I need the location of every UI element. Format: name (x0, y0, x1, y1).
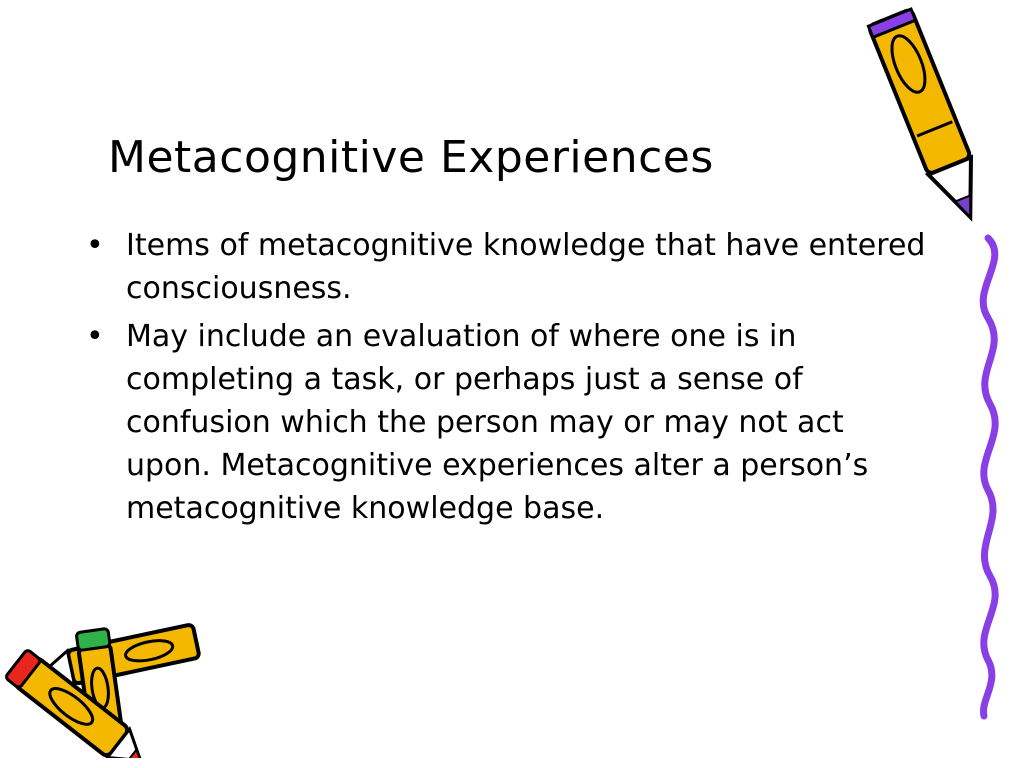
pencils-bundle-clipart (0, 618, 205, 758)
bullet-marker: • (86, 228, 104, 263)
bullet-item-1 (86, 224, 931, 310)
pencil-squiggle-clipart (860, 0, 1024, 720)
pencil-icon (868, 9, 991, 226)
bullet-list (86, 224, 931, 535)
bullet-item-2 (86, 315, 931, 530)
bullet-text-1: Items of metacognitive knowledge that have entered consciousness. (126, 228, 926, 306)
slide-title: Metacognitive Experiences (108, 132, 714, 183)
bullet-text-2: May include an evaluation of where one is in completing a task, or perhaps just a sense of confusion which the person may or may not act upon. Metacognitive experiences alter a person’s metacognitive knowledge base. (126, 319, 869, 526)
bullet-marker: • (86, 319, 104, 354)
squiggle-line-icon (983, 238, 995, 716)
